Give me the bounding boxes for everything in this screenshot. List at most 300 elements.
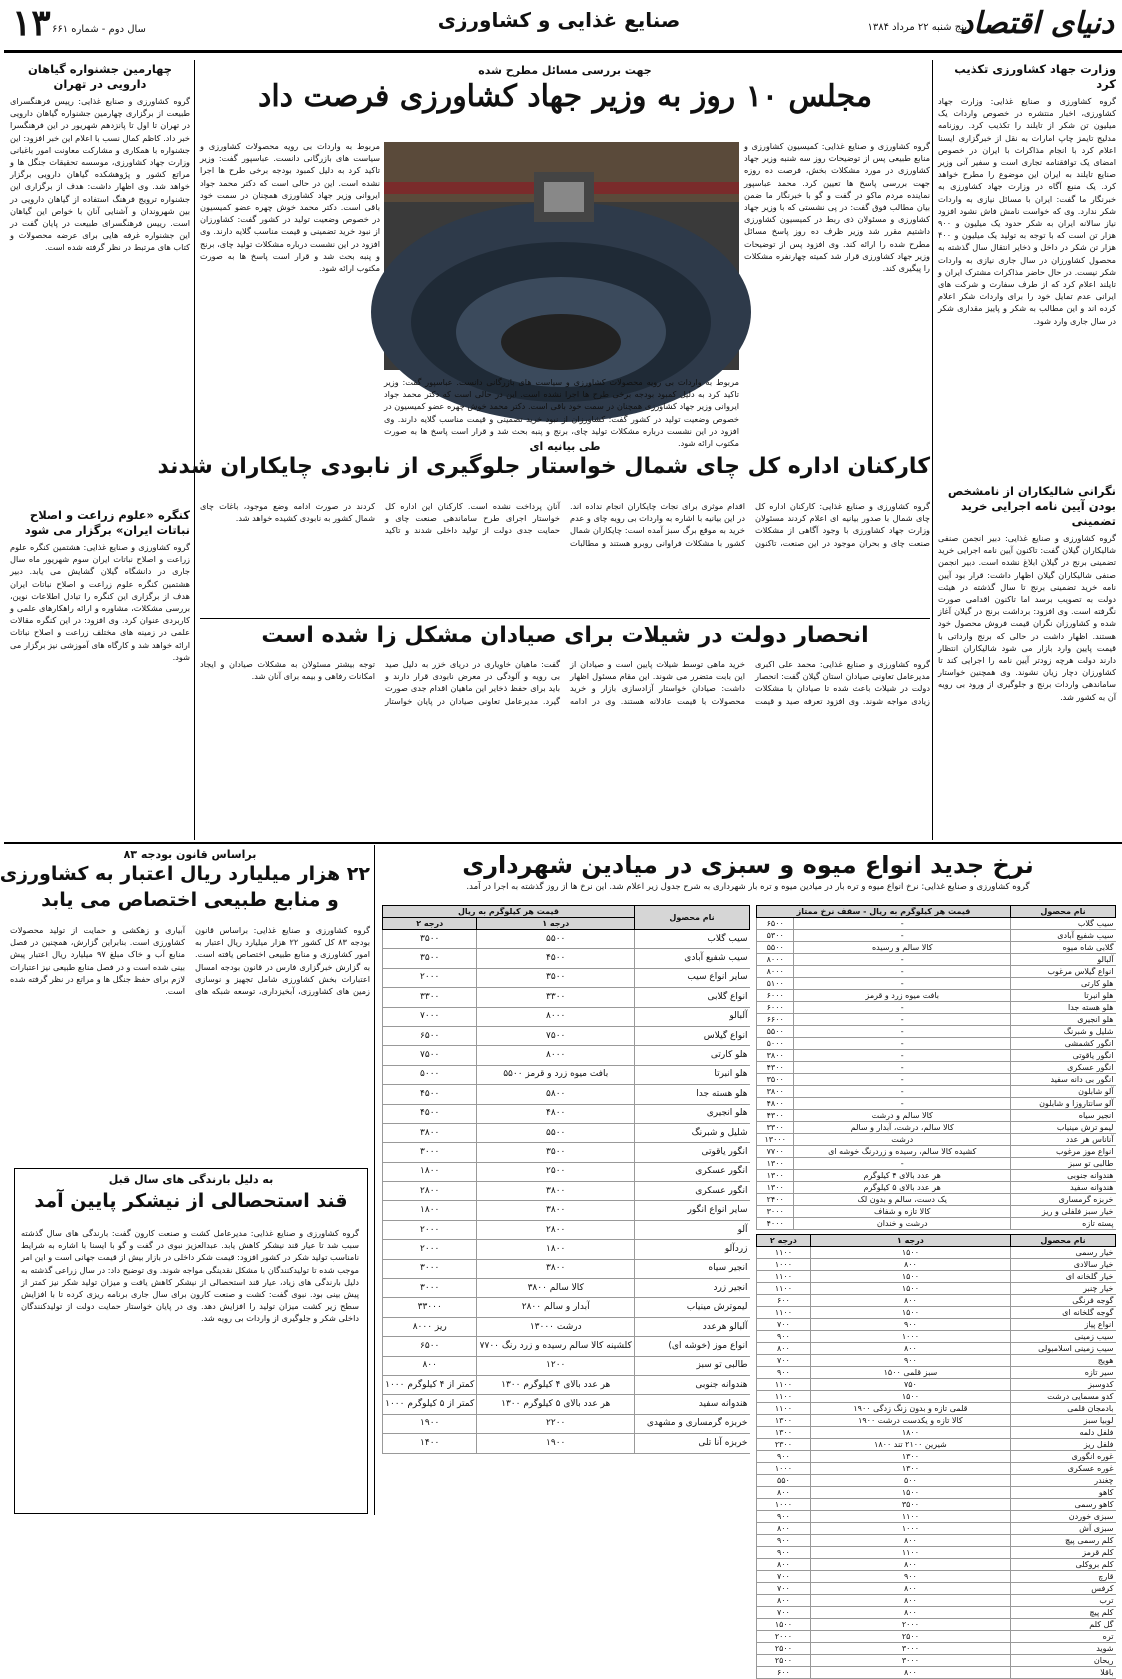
table-cell: ۱۵۰۰ <box>810 1307 1010 1319</box>
table-cell: چغندر <box>1011 1475 1116 1487</box>
table-row <box>383 1046 750 1065</box>
table-cell: ترب <box>1011 1595 1116 1607</box>
table-cell: ۲۰۰۰ <box>383 968 477 987</box>
table-cell: ۳۵۰۰ <box>810 1499 1010 1511</box>
table-cell: انگور بی دانه سفید <box>1011 1074 1116 1086</box>
fish-body <box>200 658 930 838</box>
table-cell: ۵۵۰۰ <box>477 1123 635 1142</box>
table-cell: یک دست، سالم و بدون لک <box>794 1194 1011 1206</box>
table-row <box>383 1065 750 1084</box>
table-cell: ۹۰۰ <box>757 1547 811 1559</box>
table-row <box>757 1487 1116 1499</box>
table-cell: هندوانه سفید <box>635 1395 750 1414</box>
table-row <box>757 1667 1116 1679</box>
table-row <box>383 1123 750 1142</box>
table-cell: ۳۳۰۰ <box>477 988 635 1007</box>
table-row <box>757 1002 1116 1014</box>
table-cell: کالا تازه و یکدست درشت ۱۹۰۰ <box>810 1415 1010 1427</box>
table-cell: ۸۰۰ <box>757 1595 811 1607</box>
table-cell: ۴۳۰۰ <box>757 1110 794 1122</box>
table-cell: ۹۰۰ <box>757 1331 811 1343</box>
table-row <box>757 1074 1116 1086</box>
table-row <box>757 1631 1116 1643</box>
table-cell: سیب گلاب <box>1011 918 1116 930</box>
table-row <box>383 1220 750 1239</box>
table-cell: ۴۳۰۰ <box>757 1062 794 1074</box>
table-cell: - <box>794 930 1011 942</box>
table-cell: ۷۵۰۰ <box>383 1046 477 1065</box>
table-row <box>757 1098 1116 1110</box>
table-row <box>757 1511 1116 1523</box>
right-price-table <box>756 905 1116 1677</box>
table-cell: ۹۰۰ <box>810 1571 1010 1583</box>
table-row <box>757 1283 1116 1295</box>
table-cell: طالبی تو سبز <box>1011 1158 1116 1170</box>
table-cell: کالا سالم، درشت، آبدار و سالم <box>794 1122 1011 1134</box>
table-cell: ۱۸۰۰ <box>383 1201 477 1220</box>
table-cell: ۲۸۰۰ <box>477 1220 635 1239</box>
table-cell: ۹۰۰ <box>810 1355 1010 1367</box>
table-row <box>383 1085 750 1104</box>
table-row <box>757 1643 1116 1655</box>
table-row <box>757 1247 1116 1259</box>
table-row <box>757 1355 1116 1367</box>
table-cell: ۱۵۰۰ <box>810 1271 1010 1283</box>
table-cell: ۳۸۰۰ <box>477 1182 635 1201</box>
table-row <box>383 1414 750 1433</box>
table-cell: - <box>794 1086 1011 1098</box>
table-cell: هلو انجیری <box>1011 1014 1116 1026</box>
article-body: گروه کشاورزی و صنایع غذایی: براساس قانون بودجه ۸۳ کل کشور ۲۲ هزار میلیارد ریال اعتبار به امور کشاورزی و منابع طبیعی اختصاص یافته است. به گزارش خبرگزاری فارس در قانون بودجه امسال اعتبارات بخش کشاورزی شامل تجهیز و نوسازی زمین های کشاورزی، آبخیزداری، توسعه شبکه های آبیاری و زهکشی و حمایت از تولید محصولات کشاورزی است. بنابراین گزارش، همچنین در فصل منابع آب و خاک مبلغ ۹۷ میلیارد ریال اعتبار پیش بینی شده است و در فصل منابع طبیعی نیز اعتبارات لازم برای حفظ جنگل ها و مراتع در نظر گرفته شده است. <box>10 925 370 997</box>
table-cell: ۸۰۰۰ <box>477 1007 635 1026</box>
table-cell: درشت و خندان <box>794 1218 1011 1230</box>
table-row <box>383 1007 750 1026</box>
table-row <box>383 1240 750 1259</box>
table-cell: ۱۰۰۰ <box>810 1523 1010 1535</box>
table-cell: - <box>794 966 1011 978</box>
table-cell: ۳۵۰۰ <box>383 949 477 968</box>
column-header: درجه ۲ <box>757 1235 811 1247</box>
table-cell: - <box>794 1074 1011 1086</box>
article-body: گروه کشاورزی و صنایع غذایی: دبیر انجمن صنفی شالیکاران گیلان گفت: تاکنون آیین نامه اجرایی خرید تضمینی برنج در گیلان ابلاغ نشده است. دبیر انجمن صنفی شالیکاران گیلان اظهار داشت: قرار بود آیین نامه خرید تضمینی برنج تا سال گذشته در هیئت دولت به تصویب برسد اما تاکنون اقدامی صورت نگرفته است. وی افزود: برداشت برنج در گیلان آغاز شده و کشاورزان نگران قیمت فروش محصول خود هستند. اظهار داشت در حالی که برنج وارداتی با قیمت پایین وارد بازار می شود شالیکاران انتظار دارند دولت هرچه زودتر آیین نامه را اجرایی کند تا کشاورزان دچار زیان نشوند. وی همچنین خواستار ساماندهی واردات برنج و جلوگیری از ورود بی رویه آن به کشور شد. <box>938 533 1116 702</box>
table-cell: سیب گلاب <box>635 930 750 949</box>
table-cell: آلو <box>635 1220 750 1239</box>
lead-kicker: جهت بررسی مسائل مطرح شده <box>478 64 652 77</box>
column-header: نام محصول <box>1011 906 1116 918</box>
tea-headline-block <box>157 440 930 500</box>
table-cell: ۲۲۰۰ <box>477 1414 635 1433</box>
table-cell: ۵۵۰۰ <box>757 1026 794 1038</box>
table-row <box>383 1201 750 1220</box>
table-cell: کلشینه کالا سالم رسیده و زرد رنگ ۷۷۰۰ <box>477 1337 635 1356</box>
table-cell: آلبالو <box>1011 954 1116 966</box>
table-cell: ۱۲۰۰ <box>477 1356 635 1375</box>
table-cell: ۴۰۰۰ <box>757 1218 794 1230</box>
article-title: وزارت جهاد کشاورزی تکذیب کرد <box>954 62 1116 91</box>
table-cell: لیمو ترش مینیاب <box>1011 1122 1116 1134</box>
table-cell: - <box>794 1026 1011 1038</box>
table-cell: ۳۰۰۰ <box>810 1643 1010 1655</box>
table-row <box>757 1050 1116 1062</box>
table-cell: ۸۰۰ <box>810 1595 1010 1607</box>
table-cell: کدوسبز <box>1011 1379 1116 1391</box>
table-cell: ۵۵۰ <box>757 1475 811 1487</box>
table-cell: سیر تازه <box>1011 1367 1116 1379</box>
sugar-body-wrap <box>21 1227 359 1507</box>
table-cell: ۷۰۰۰ <box>383 1007 477 1026</box>
table-cell: کالا سالم ۳۸۰۰ <box>477 1279 635 1298</box>
section-title: صنایع غذایی و کشاورزی <box>437 8 681 32</box>
table-cell: ۸۰۰ <box>757 1487 811 1499</box>
article-body: گروه کشاورزی و صنایع غذایی: کارکنان اداره کل چای شمال با صدور بیانیه ای اعلام کردند مسئولان وزارت جهاد کشاورزی با وجود آگاهی از مشکلات صنعت چای و بحران موجود در این صنعت، تاکنون اقدام موثری برای نجات چایکاران انجام نداده اند. در این بیانیه با اشاره به واردات بی رویه چای و عدم خرید به موقع برگ سبز آمده است: چایکاران شمال کشور با مشکلات فراوانی روبرو هستند و مطالبات آنان پرداخت نشده است. کارکنان این اداره کل خواستار اجرای طرح ساماندهی صنعت چای و حمایت جدی دولت از تولید داخلی شدند و تاکید کردند در صورت ادامه وضع موجود، باغات چای شمال کشور به نابودی کشیده خواهد شد. <box>200 501 930 548</box>
newspaper-logo: دنیای اقتصاد <box>959 6 1114 41</box>
column-divider <box>194 60 195 840</box>
table-cell: - <box>794 1038 1011 1050</box>
table-cell: سبزی خوردن <box>1011 1511 1116 1523</box>
table-row <box>757 1206 1116 1218</box>
table-cell: ریز ۸۰۰۰ <box>383 1317 477 1336</box>
lead-body: مربوط به واردات بی رویه محصولات کشاورزی و سیاست های بازرگانی دانست. عباسپور گفت: وزیر تاکید کرد به دلیل کمبود بودجه برخی طرح ها اجرا نشده است. این در حالی است که دکتر محمد جواد ایروانی وزیر جهاد کشاورزی همچنان در سمت خود باقی است. دکتر محمد خوش چهره عضو کمیسیون در خصوص وضعیت تولید در کشور گفت: کشاورزان از نبود خرید تضمینی و قیمت مناسب گلایه دارند. وی افزود در این نشست درباره مشکلات تولید چای، برنج و پنبه بحث شد و قرار است پاسخ ها به صورت مکتوب ارائه شود. <box>200 141 380 274</box>
article-body: گروه کشاورزی و صنایع غذایی: وزارت جهاد کشاورزی، اخبار منتشره در خصوص واردات یک میلیون تن شکر از تایلند را تکذیب کرد. روزنامه مدلیج تایمز چاپ امارات به نقل از خبرگزاری ایسنا اعلام کرد با انجام مذاکرات با ایران در خصوص امضای یک توافقنامه تجاری است و سفیر آنی وزیر صنایع تایلند به ایران این موضوع را مطرح خواهد کرد. یک منبع آگاه در وزارت جهاد کشاورزی به خبرنگار ما گفت: ایران با مسائل نیازی به واردات شکر ندارد. وی که خواست نامش فاش نشود افزود نیاز سالانه ایران به شکر حدود یک میلیون و ۹۰۰ هزار تن است که با توجه به تولید یک میلیون و ۴۰۰ هزار تن شکر در داخل و ذخایر انتقال سال گذشته به محصول کشاورزان در سال جاری نیازی به واردات شکر نیست. در حال حاضر مذاکرات مشترک ایران و تایلند اعلام کرد که از طرف سفارت و شرکت های ایرانی عدم تمایل خود را برای واردات شکر اعلام کرده اند و این مطالب به شکر و پاییز مقداری شکر در سال جاری وارد شود. <box>938 96 1116 326</box>
table-cell: ۹۰۰ <box>757 1535 811 1547</box>
table-cell: ۵۰۰ <box>810 1475 1010 1487</box>
table-cell: ۶۵۰۰ <box>757 918 794 930</box>
fruit-grade-table <box>382 905 750 1454</box>
table-cell: ۸۰۰ <box>810 1295 1010 1307</box>
table-cell: ۵۰۰۰ <box>383 1065 477 1084</box>
table-cell: ۲۰۰۰ <box>757 1631 811 1643</box>
table-row <box>757 1122 1116 1134</box>
table-cell: آلبالو <box>635 1007 750 1026</box>
table-cell: ۱۱۰۰ <box>757 1403 811 1415</box>
column-divider <box>374 845 375 1515</box>
table-cell: ۳۸۰۰ <box>477 1259 635 1278</box>
table-row <box>757 954 1116 966</box>
table-cell: ۲۴۰۰ <box>757 1194 794 1206</box>
table-cell: ۱۳۰۰ <box>757 1182 794 1194</box>
table-cell: انگور عسکری <box>635 1162 750 1181</box>
table-row <box>757 966 1116 978</box>
table-row <box>383 949 750 968</box>
table-cell: سایر انواع سیب <box>635 968 750 987</box>
table-cell: ۴۸۰۰ <box>757 1098 794 1110</box>
table-row <box>757 1170 1116 1182</box>
table-cell: ۸۰۰ <box>383 1356 477 1375</box>
table-cell: ۵۸۰۰ <box>477 1085 635 1104</box>
lead-body-col-2 <box>200 140 380 440</box>
table-cell: ۱۸۰۰ <box>477 1240 635 1259</box>
table-cell: ۶۰۰ <box>757 1667 811 1679</box>
table-cell: ۸۰۰۰ <box>477 1046 635 1065</box>
table-cell: کلم پیچ <box>1011 1607 1116 1619</box>
table-cell: ۸۰۰ <box>810 1607 1010 1619</box>
table-cell: کلم بروکلی <box>1011 1559 1116 1571</box>
right-column-article-2 <box>938 484 1116 836</box>
prices-intro: گروه کشاورزی و صنایع غذایی: نرخ انواع میوه و تره بار در میادین میوه و تره بار شهرداری به شرح جدول زیر اعلام شد. این نرخ ها از روز گذشته به اجرا در آمد. <box>466 882 1030 892</box>
article-title: چهارمین جشنواره گیاهان دارویی در تهران <box>27 62 173 91</box>
table-row <box>757 1391 1116 1403</box>
table-cell: خیار چنبر <box>1011 1283 1116 1295</box>
table-cell: بافت میوه زرد و قرمز <box>794 990 1011 1002</box>
right-column-article-1 <box>938 62 1116 482</box>
table-cell: ۳۸۰۰ <box>477 1201 635 1220</box>
table-cell: ۱۱۰۰ <box>757 1307 811 1319</box>
table-cell: ۴۵۰۰ <box>477 949 635 968</box>
table-cell: ۴۵۰۰ <box>383 1104 477 1123</box>
article-title: نگرانی شالیکاران از نامشخص بودن آیین نامه اجرایی خرید تضمینی <box>947 484 1116 528</box>
budget-headline-1: ۲۲ هزار میلیارد ریال اعتبار به کشاورزی <box>0 863 370 885</box>
table-cell: ۸۰۰ <box>757 1523 811 1535</box>
table-cell: هویج <box>1011 1355 1116 1367</box>
table-row <box>757 1319 1116 1331</box>
lead-headline: مجلس ۱۰ روز به وزیر جهاد کشاورزی فرصت داد <box>257 79 873 114</box>
table-cell: خیار رسمی <box>1011 1247 1116 1259</box>
table-cell: ۳۸۰۰ <box>383 1123 477 1142</box>
tea-kicker: طی بیانیه ای <box>529 440 601 453</box>
section-divider <box>4 842 1122 844</box>
table-row <box>757 1451 1116 1463</box>
table-cell: ۵۵۰۰ <box>757 942 794 954</box>
table-cell: غوره انگوری <box>1011 1451 1116 1463</box>
table-cell: انجیر سیاه <box>635 1259 750 1278</box>
column-header: درجه ۲ <box>383 918 477 930</box>
table-cell: ۶۵۰۰ <box>383 1026 477 1045</box>
budget-kicker: براساس قانون بودجه ۸۳ <box>123 848 257 861</box>
table-row <box>383 988 750 1007</box>
table-cell: هلو کارتی <box>635 1046 750 1065</box>
table-cell: ۸۰۰ <box>810 1343 1010 1355</box>
table-cell: ۳۰۰۰ <box>810 1655 1010 1667</box>
table-cell: ۱۵۰۰ <box>810 1283 1010 1295</box>
vegetable-table <box>756 1234 1116 1679</box>
column-header: نام محصول <box>635 906 750 930</box>
table-cell: غوره عسکری <box>1011 1463 1116 1475</box>
table-cell: گوجه گلخانه ای <box>1011 1307 1116 1319</box>
table-row <box>383 1279 750 1298</box>
table-cell: ۱۰۰۰ <box>757 1499 811 1511</box>
table-cell: - <box>794 954 1011 966</box>
table-row <box>757 1403 1116 1415</box>
table-cell: ۱۱۰۰ <box>757 1247 811 1259</box>
table-cell: ۱۵۰۰ <box>757 1619 811 1631</box>
table-cell: ۷۰۰ <box>757 1571 811 1583</box>
table-row <box>757 990 1116 1002</box>
table-row <box>757 1271 1116 1283</box>
table-cell: کالا سالم و درشت <box>794 1110 1011 1122</box>
table-cell: هر عدد بالای ۴ کیلوگرم ۱۳۰۰ <box>477 1375 635 1394</box>
table-cell: هر عدد بالای ۵ کیلوگرم <box>794 1182 1011 1194</box>
table-cell: ۳۵۰۰ <box>477 1143 635 1162</box>
table-cell: ۶۶۰۰ <box>757 1014 794 1026</box>
table-cell: ۵۰۰۰ <box>757 1038 794 1050</box>
table-row <box>383 1317 750 1336</box>
sugar-headline: قند استحصالی از نیشکر پایین آمد <box>34 1190 348 1212</box>
table-cell: ۳۵۰۰ <box>757 1074 794 1086</box>
table-cell: ۳۳۰۰۰ <box>383 1298 477 1317</box>
article-body: گروه کشاورزی و صنایع غذایی: رییس فرهنگسرای طبیعت از برگزاری چهارمین جشنواره گیاهان دارویی در تهران تا اول تا پانزدهم شهریور در این فرهنگسرا خبر داد. کاظم کمال نسب با اعلام این خبر افزود: این جشنواره با همکاری و مشارکت معاونت امور باغبانی وزارت جهاد کشاورزی، موسسه تحقیقات جنگل ها و مراتع کشور و پژوهشکده گیاهان دارویی برگزار خواهد شد. وی اظهار داشت: هدف از برگزاری این جشنواره ترویج فرهنگ استفاده از گیاهان دارویی در بین شهروندان و آشنایی آنان با خواص این گیاهان است. رییس فرهنگسرای طبیعت در پایان گفت در این جشنواره غرفه هایی برای عرضه محصولات و کتاب های مرتبط در نظر گرفته شده است. <box>10 96 190 253</box>
fish-headline: انحصار دولت در شیلات برای صیادان مشکل زا شده است <box>261 623 869 648</box>
table-cell: فلفل ریز <box>1011 1439 1116 1451</box>
table-cell: ۷۰۰ <box>757 1583 811 1595</box>
table-cell: سبز قلمی ۱۵۰۰ <box>810 1367 1010 1379</box>
table-cell: کلم رسمی پیچ <box>1011 1535 1116 1547</box>
table-cell: انگور یاقوتی <box>1011 1050 1116 1062</box>
table-cell: ۸۰۰ <box>810 1535 1010 1547</box>
table-row <box>757 1583 1116 1595</box>
table-row <box>757 1110 1116 1122</box>
table-row <box>757 1026 1116 1038</box>
table-cell: تره <box>1011 1631 1116 1643</box>
table-cell: ۱۸۰۰ <box>383 1162 477 1181</box>
left-price-table <box>382 905 750 1510</box>
table-cell: قلمی تازه و بدون زنگ زدگی ۱۹۰۰ <box>810 1403 1010 1415</box>
table-cell: ۳۵۰۰ <box>477 968 635 987</box>
table-cell: سیب زمینی <box>1011 1331 1116 1343</box>
table-cell: سبزی آش <box>1011 1523 1116 1535</box>
page-number: ۱۳ <box>12 2 51 44</box>
fish-headline-block <box>200 622 930 656</box>
tea-headline: کارکنان اداره کل چای شمال خواستار جلوگیری از نابودی چایکاران شدند <box>157 454 930 479</box>
table-cell: ۱۰۰۰ <box>810 1331 1010 1343</box>
column-header: درجه ۱ <box>810 1235 1010 1247</box>
table-cell: - <box>794 1014 1011 1026</box>
table-cell: ۱۱۰۰ <box>810 1511 1010 1523</box>
article-body: گروه کشاورزی و صنایع غذایی: هشتمین کنگره علوم زراعت و اصلاح نباتات ایران سوم شهریور ماه سال جاری در دانشگاه گیلان گشایش می یابد. دبیر هشتمین کنگره علوم زراعت و اصلاح نباتات ایران هدف از برگزاری این کنگره را تبادل اطلاعات نوین، بررسی مشکلات، مشاوره و ارائه راهکارهای علمی و کاربردی عنوان کرد. وی افزود: در این کنگره مقالات علمی در زمینه های مختلف زراعت و اصلاح نباتات ارائه خواهد شد و کارگاه های آموزشی نیز برگزار می شود. <box>10 542 190 662</box>
table-cell: کاهو <box>1011 1487 1116 1499</box>
table-cell: ۱۱۰۰ <box>757 1271 811 1283</box>
article-body: گروه کشاورزی و صنایع غذایی: محمد علی اکبری مدیرعامل تعاونی صیادان استان گیلان گفت: انحصار دولت در شیلات باعث شده تا صیادان با مشکلات زیادی مواجه شوند. وی افزود تعرفه صید و قیمت خرید ماهی توسط شیلات پایین است و صیادان از این بابت متضرر می شوند. این مقام مسئول اظهار داشت: صیادان خواستار آزادسازی بازار و خرید محصولات با قیمت عادلانه هستند. وی در ادامه گفت: ماهیان خاویاری در دریای خزر به دلیل صید بی رویه و آلودگی در معرض نابودی قرار دارند و باید برای حفظ ذخایر این ماهیان اقدام جدی صورت گیرد. مدیرعامل تعاونی صیادان در پایان خواستار توجه بیشتر مسئولان به مشکلات صیادان و ایجاد امکانات رفاهی و بیمه برای آنان شد. <box>200 659 930 706</box>
table-cell: درشت <box>794 1134 1011 1146</box>
table-cell: پسته تازه <box>1011 1218 1116 1230</box>
table-cell: انجیر زرد <box>635 1279 750 1298</box>
table-cell: ۲۰۰۰ <box>810 1619 1010 1631</box>
table-row <box>757 1523 1116 1535</box>
table-cell: کالا سالم و رسیده <box>794 942 1011 954</box>
table-cell: کمتر از ۵ کیلوگرم ۱۰۰۰ <box>383 1395 477 1414</box>
table-cell: ۳۰۰۰ <box>383 1279 477 1298</box>
section-divider <box>200 618 930 619</box>
table-cell: انجیر سیاه <box>1011 1110 1116 1122</box>
table-row <box>757 1547 1116 1559</box>
table-cell: ۳۵۰۰ <box>383 930 477 949</box>
table-row <box>757 1331 1116 1343</box>
table-row <box>383 930 750 949</box>
table-row <box>757 930 1116 942</box>
table-row <box>383 1162 750 1181</box>
table-cell: ۳۰۰۰ <box>757 1206 794 1218</box>
table-cell: خربزه گرمساری <box>1011 1194 1116 1206</box>
table-row <box>383 1182 750 1201</box>
table-cell: ۲۵۰۰ <box>757 1643 811 1655</box>
table-row <box>757 1415 1116 1427</box>
table-cell: کرفس <box>1011 1583 1116 1595</box>
table-cell: انواع گیلاس <box>635 1026 750 1045</box>
table-cell: ۱۱۰۰ <box>757 1391 811 1403</box>
tea-body <box>200 500 930 614</box>
table-cell: بادمجان قلمی <box>1011 1403 1116 1415</box>
prices-headline-block <box>380 848 1116 900</box>
table-cell: لیموترش مینیاب <box>635 1298 750 1317</box>
table-row <box>383 1434 750 1453</box>
table-row <box>757 1427 1116 1439</box>
table-cell: قارچ <box>1011 1571 1116 1583</box>
table-row <box>383 1143 750 1162</box>
table-cell: ۸۰۰ <box>810 1583 1010 1595</box>
column-header: درجه ۱ <box>477 918 635 930</box>
table-cell: ۶۰۰۰ <box>757 1002 794 1014</box>
table-cell: ۵۳۰۰ <box>757 930 794 942</box>
table-cell: انگور کشمشی <box>1011 1038 1116 1050</box>
table-cell: - <box>794 1002 1011 1014</box>
table-cell: هر عدد بالای ۴ کیلوگرم <box>794 1170 1011 1182</box>
table-cell: هندوانه جنوبی <box>1011 1170 1116 1182</box>
table-cell: ۸۰۰ <box>757 1559 811 1571</box>
table-row <box>383 1104 750 1123</box>
table-cell: ۲۰۰۰ <box>383 1220 477 1239</box>
table-cell: ۵۱۰۰ <box>757 978 794 990</box>
table-row <box>757 1182 1116 1194</box>
table-cell: ۱۳۰۰ <box>810 1451 1010 1463</box>
table-cell: ۸۰۰ <box>810 1259 1010 1271</box>
table-cell: ۹۰۰ <box>757 1511 811 1523</box>
table-cell: ۱۱۰۰ <box>810 1547 1010 1559</box>
table-cell: ۸۰۰ <box>757 1343 811 1355</box>
table-cell: - <box>794 1062 1011 1074</box>
table-cell: خربزه آنا تلی <box>635 1434 750 1453</box>
table-cell: ۷۰۰ <box>757 1607 811 1619</box>
table-cell: گوجه فرنگی <box>1011 1295 1116 1307</box>
table-row <box>383 1375 750 1394</box>
table-cell: ۹۰۰ <box>757 1451 811 1463</box>
table-cell: کمتر از ۴ کیلوگرم ۱۰۰۰ <box>383 1375 477 1394</box>
table-cell: شوید <box>1011 1643 1116 1655</box>
table-cell: ۲۵۰۰ <box>477 1162 635 1181</box>
table-cell: - <box>794 978 1011 990</box>
table-row <box>757 1475 1116 1487</box>
table-row <box>383 1259 750 1278</box>
lead-headline-block <box>200 64 930 134</box>
table-cell: ۱۳۰۰ <box>757 1427 811 1439</box>
table-cell: هر عدد بالای ۵ کیلوگرم ۱۳۰۰ <box>477 1395 635 1414</box>
table-cell: انگور یاقوتی <box>635 1143 750 1162</box>
table-row <box>757 1463 1116 1475</box>
article-title: کنگره «علوم زراعت و اصلاح نباتات ایران» برگزار می شود <box>24 508 190 537</box>
table-cell: ۳۳۰۰ <box>383 988 477 1007</box>
table-cell: ۶۵۰۰ <box>383 1337 477 1356</box>
column-header: قیمت هر کیلوگرم به ریال - سقف نرخ ممتاز <box>757 906 1011 918</box>
table-cell: ۱۳۰۰ <box>810 1463 1010 1475</box>
table-cell: ۱۳۰۰ <box>757 1415 811 1427</box>
table-cell: ۱۰۰۰ <box>757 1463 811 1475</box>
prices-headline: نرخ جدید انواع میوه و سبزی در میادین شهرداری <box>462 851 1034 879</box>
table-cell: هلو کارتی <box>1011 978 1116 990</box>
table-cell: انواع موز مرغوب <box>1011 1146 1116 1158</box>
table-cell: ۲۸۰۰ <box>383 1182 477 1201</box>
table-cell: آبدار و سالم ۲۸۰۰ <box>477 1298 635 1317</box>
table-cell: هلو انبرتا <box>1011 990 1116 1002</box>
table-cell: ۸۰۰ <box>810 1559 1010 1571</box>
table-row <box>757 1158 1116 1170</box>
table-cell: - <box>794 918 1011 930</box>
table-cell: - <box>794 1050 1011 1062</box>
table-cell: سیب شفیع آبادی <box>635 949 750 968</box>
table-cell: بافت میوه زرد و قرمز ۵۵۰۰ <box>477 1065 635 1084</box>
table-cell: ۱۸۰۰ <box>810 1427 1010 1439</box>
table-cell: کلم قرمز <box>1011 1547 1116 1559</box>
table-cell: ۱۵۰۰ <box>810 1391 1010 1403</box>
table-cell: ۱۵۰۰ <box>810 1247 1010 1259</box>
table-cell: ۹۰۰ <box>810 1319 1010 1331</box>
